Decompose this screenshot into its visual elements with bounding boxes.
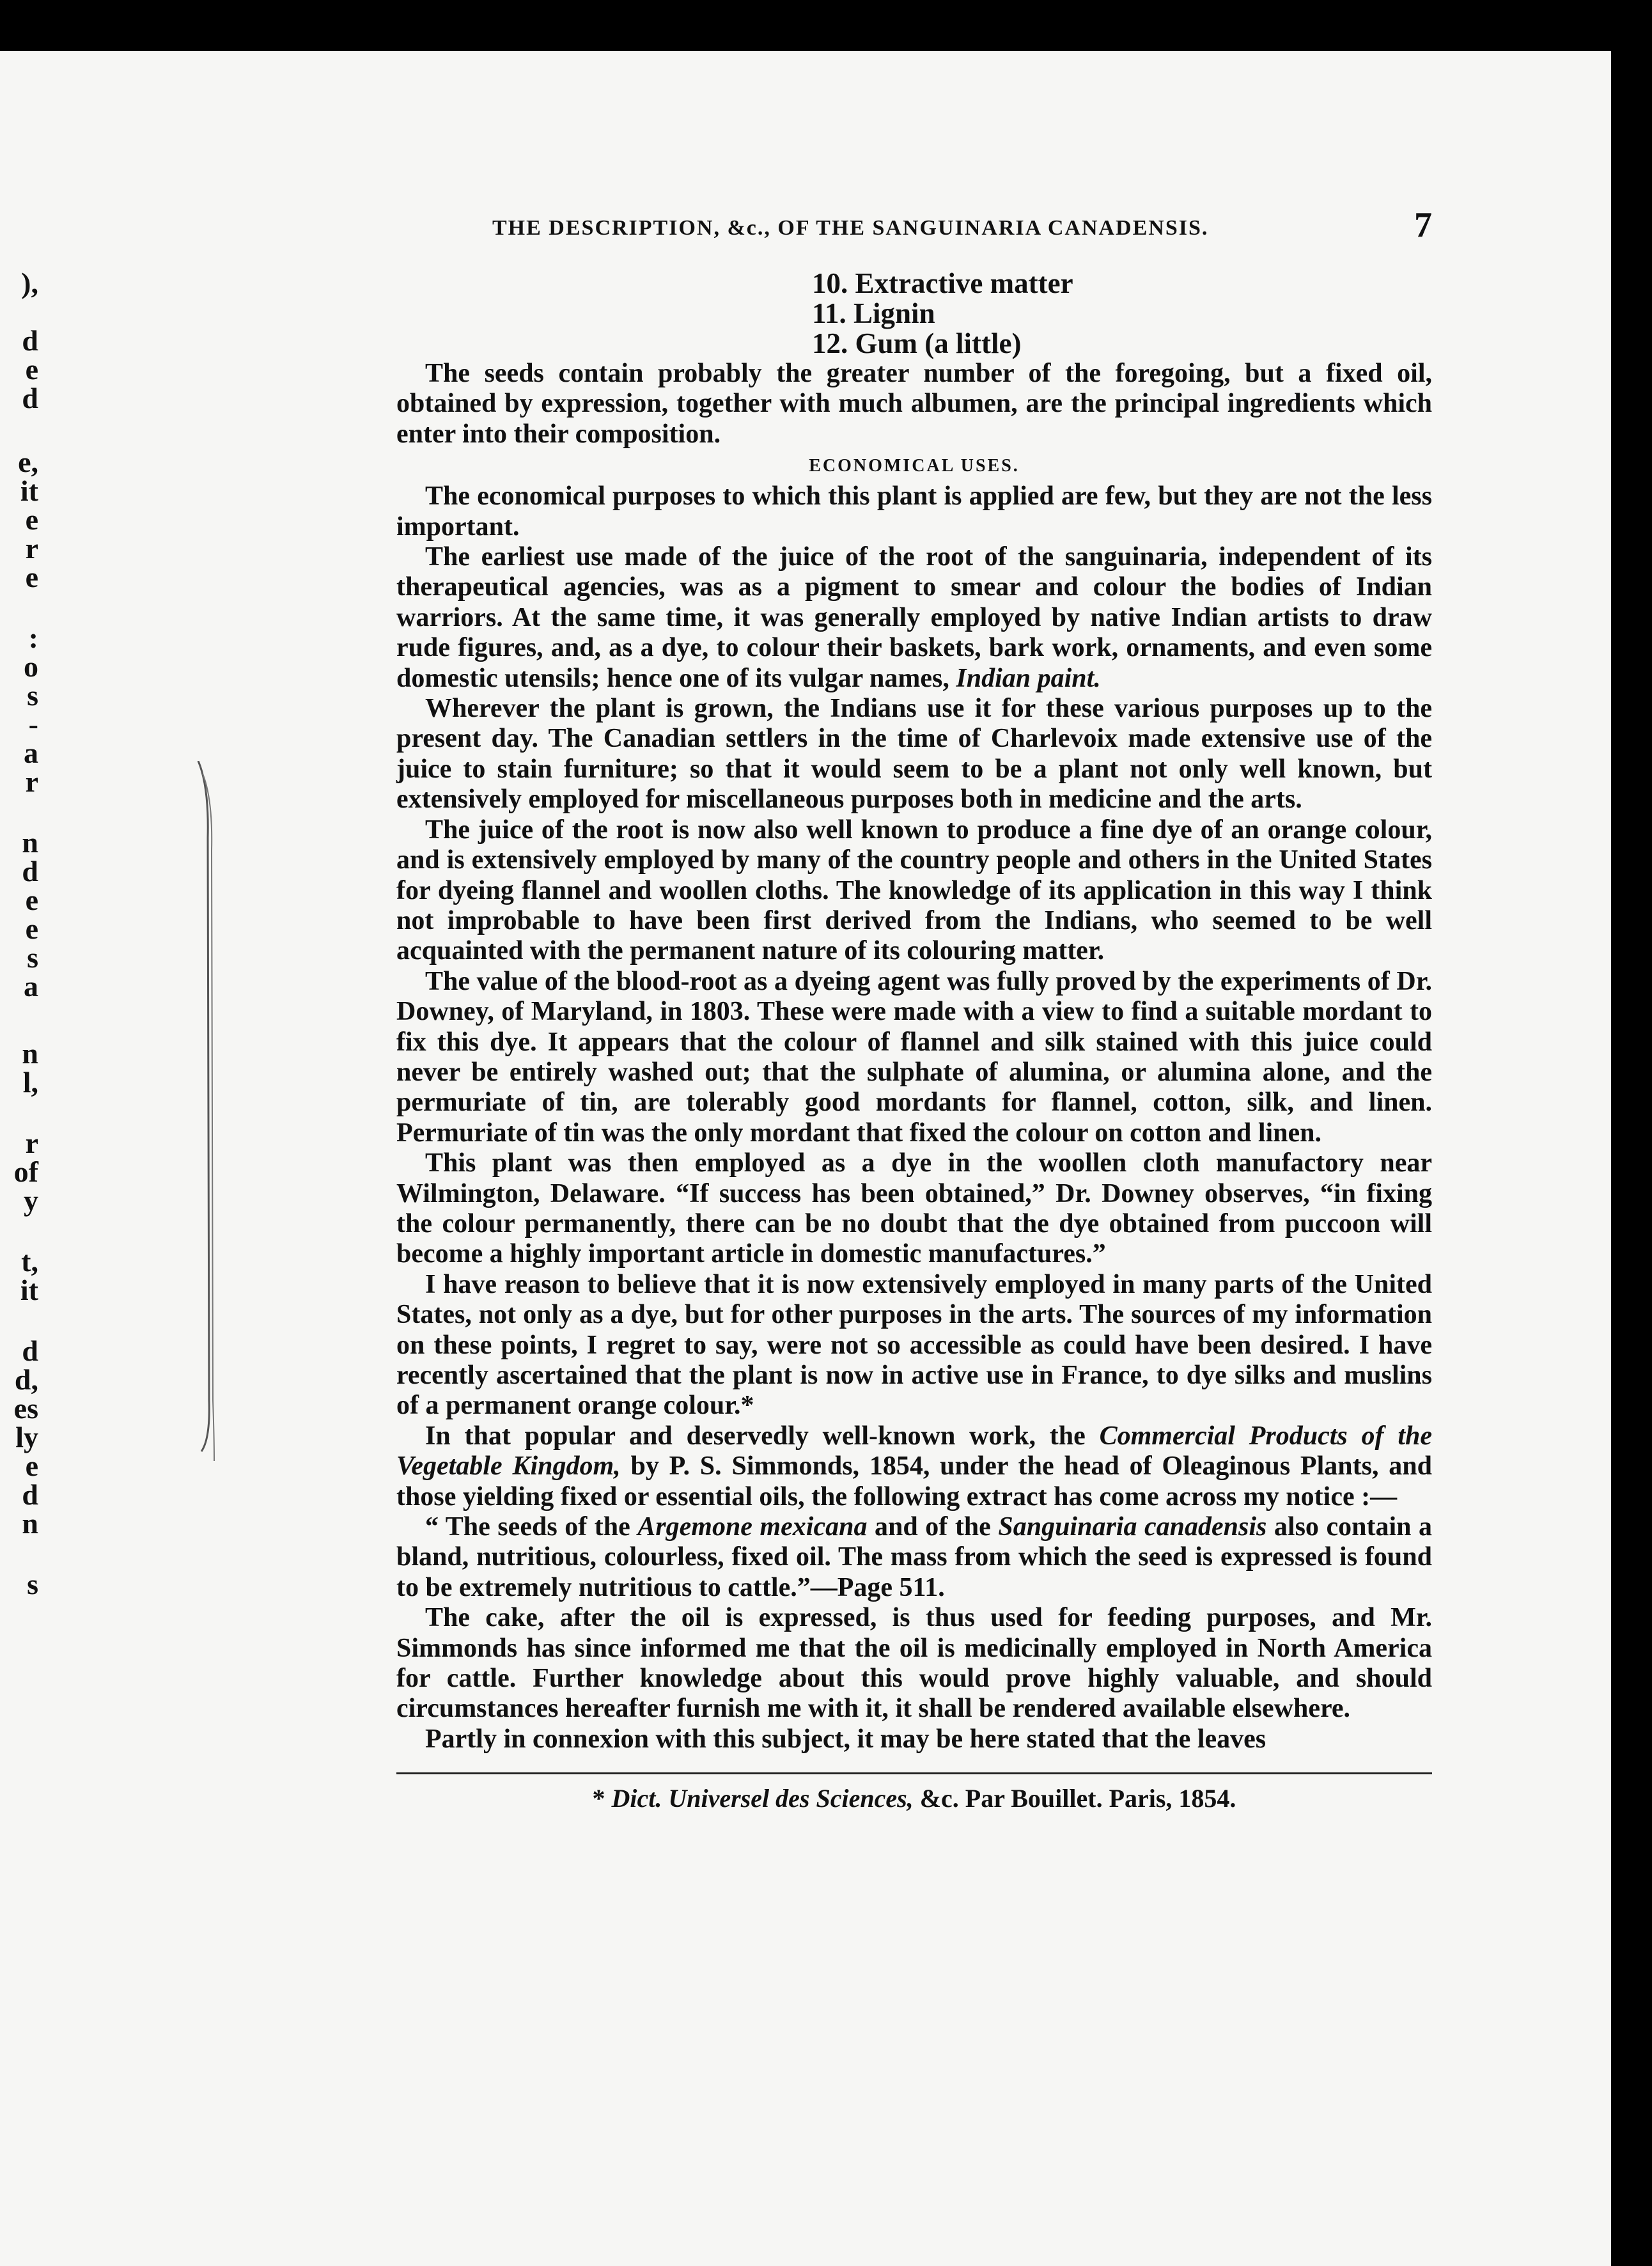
edge-fragment: d xyxy=(22,855,38,887)
paragraph xyxy=(396,542,1432,694)
edge-fragment: ly xyxy=(15,1421,38,1453)
paragraph-text: “ The seeds of the xyxy=(425,1512,630,1542)
paragraph-text: In that popular and deservedly well-known work, the xyxy=(425,1421,1086,1451)
paragraph: The seeds contain probably the greater number of the foregoing, but a fixed oil, obtained by expression, together with much albumen, are the principal ingredients which enter into their composition. xyxy=(396,359,1432,449)
edge-fragment: l, xyxy=(22,1066,38,1098)
paragraph: The cake, after the oil is expressed, is thus used for feeding purposes, and Mr. Simmonds has since informed me that the oil is medicinally employed in North America for cattle. Further knowledge about this would prove highly valuable, and should circumstances hereafter furnish me with it, it shall be rendered available elsewhere. xyxy=(396,1603,1432,1724)
paragraph: The value of the blood-root as a dyeing agent was fully proved by the experiments of Dr. Downey, of Maryland, in 1803. These were made with a view to find a suitable mordant to fix this dye. It appears that the colour of flannel and silk stained with this juice could never be entirely washed out; that the sulphate of alumina, or alumina alone, and the permuriate of tin, are tolerably good mordants for flannel, cotton, silk, and linen. Permuriate of tin was the only mordant that fixed the colour on cotton and linen. xyxy=(396,966,1432,1148)
footnote xyxy=(396,1779,1432,1818)
ingredient-list xyxy=(396,269,1432,359)
list-item: 10. Extractive matter xyxy=(812,267,1073,299)
paragraph: The juice of the root is now also well known to produce a fine dye of an orange colour, and is extensively employed by many of the country people and others in the United States for dyeing flannel and woollen cloths. The knowledge of its application in this way I think not improbable to have been first derived from the Indians, who seemed to be well acquainted with the permanent nature of its colouring matter. xyxy=(396,815,1432,966)
edge-fragment: s xyxy=(27,679,38,712)
edge-fragment: d xyxy=(22,324,38,357)
edge-fragment: d, xyxy=(14,1363,38,1396)
italic-text: Argemone mexicana xyxy=(637,1512,868,1542)
edge-fragment: e xyxy=(25,353,38,386)
edge-fragment: r xyxy=(25,1127,38,1159)
paragraph: The economical purposes to which this plant is applied are few, but they are not the less important. xyxy=(396,481,1432,542)
edge-fragment: e xyxy=(25,912,38,945)
edge-fragment: it xyxy=(20,474,38,507)
previous-page-edge xyxy=(0,51,38,2266)
italic-text: Indian paint. xyxy=(956,663,1101,693)
running-head xyxy=(396,198,1432,269)
edge-fragment: of xyxy=(13,1155,38,1188)
paragraph-text: The earliest use made of the juice of the root of the sanguinaria, independent of its therapeutical agencies, was as a pigment to smear and colour the bodies of Indian warriors. At the same time, it was generally employed by native Indian artists to draw rude figures, and, as a dye, to colour their baskets, bark work, ornaments, and even some domestic utensils; hence one of its vulgar names, xyxy=(396,542,1432,693)
edge-fragment: d xyxy=(22,1334,38,1367)
edge-fragment: e xyxy=(25,503,38,536)
edge-fragment: n xyxy=(22,826,38,859)
page xyxy=(0,51,1611,2266)
footnote-italic: Dict. Universel des Sciences, xyxy=(611,1784,914,1813)
edge-fragment: n xyxy=(22,1037,38,1070)
footnote-text: &c. Par Bouillet. Paris, 1854. xyxy=(919,1784,1236,1813)
edge-fragment: o xyxy=(24,650,38,683)
edge-fragment: it xyxy=(20,1274,38,1306)
edge-fragment: t, xyxy=(21,1245,38,1278)
italic-text: Commercial Products of the Vegetable Kingdom, xyxy=(396,1421,1432,1481)
edge-fragment: r xyxy=(25,532,38,565)
edge-fragment: e, xyxy=(18,446,38,478)
paragraph: Partly in connexion with this subject, it may be here stated that the leaves xyxy=(425,1724,1266,1754)
italic-text: Sanguinaria canadensis xyxy=(998,1512,1267,1542)
list-item: 12. Gum (a little) xyxy=(812,327,1022,359)
paragraph: Wherever the plant is grown, the Indians use it for these various purposes up to the present day. The Canadian settlers in the time of Charlevoix made extensive use of the juice to stain furniture; so that it would seem to be a plant not only well known, but extensively employed for miscellaneous purposes both in medicine and the arts. xyxy=(396,694,1432,815)
list-item: 11. Lignin xyxy=(812,297,935,329)
paragraph-text: by P. S. Simmonds, 1854, under the head of Oleaginous Plants, and those yielding fixed or essential oils, the following extract has come across my notice :— xyxy=(396,1451,1432,1512)
edge-fragment: a xyxy=(24,970,38,1003)
paragraph xyxy=(396,1421,1432,1512)
edge-fragment: d xyxy=(22,1478,38,1511)
text-block xyxy=(396,198,1432,1818)
edge-fragment: e xyxy=(25,561,38,593)
edge-fragment: s xyxy=(27,1568,38,1600)
section-heading: ECONOMICAL USES. xyxy=(809,456,1020,476)
binding-mark xyxy=(195,761,221,1464)
edge-fragment: r xyxy=(25,765,38,798)
edge-fragment: n xyxy=(22,1507,38,1540)
edge-fragment: ), xyxy=(21,267,38,299)
paragraph: I have reason to believe that it is now extensively employed in many parts of the United States, not only as a dye, but for other purposes in the arts. The sources of my information on these points, I regret to say, were not so accessible as could have been desired. I have recently ascertained that the plant is now in active use in France, to dye silks and muslins of a permanent orange colour.* xyxy=(396,1269,1432,1421)
footnote-rule xyxy=(396,1772,1432,1774)
running-head-title: THE DESCRIPTION, &c., OF THE SANGUINARIA CANADENSIS. xyxy=(492,216,1209,240)
edge-fragment: d xyxy=(22,382,38,414)
edge-fragment: es xyxy=(13,1392,38,1425)
edge-fragment: s xyxy=(27,941,38,974)
edge-fragment: e xyxy=(25,884,38,916)
edge-fragment: a xyxy=(24,737,38,769)
paragraph: This plant was then employed as a dye in the woollen cloth manufactory near Wilmington, Delaware. “If success has been obtained,” Dr. Downey observes, “in fixing the colour permanently, there can be no doubt that the dye obtained from puccoon will become a highly important article in domestic manufactures.” xyxy=(396,1148,1432,1269)
edge-fragment: e xyxy=(25,1449,38,1482)
paragraph-text: also contain a bland, nutritious, colourless, fixed oil. The mass from which the seed is expressed is found to be extremely nutritious to cattle.”—Page 511. xyxy=(396,1512,1433,1602)
paragraph-text: and of the xyxy=(875,1512,991,1542)
edge-fragment: : xyxy=(28,621,38,654)
edge-fragment: - xyxy=(28,708,38,740)
footnote-marker: * xyxy=(592,1784,605,1813)
quotation xyxy=(396,1512,1432,1603)
edge-fragment: y xyxy=(24,1184,38,1217)
page-number: 7 xyxy=(1414,205,1432,245)
